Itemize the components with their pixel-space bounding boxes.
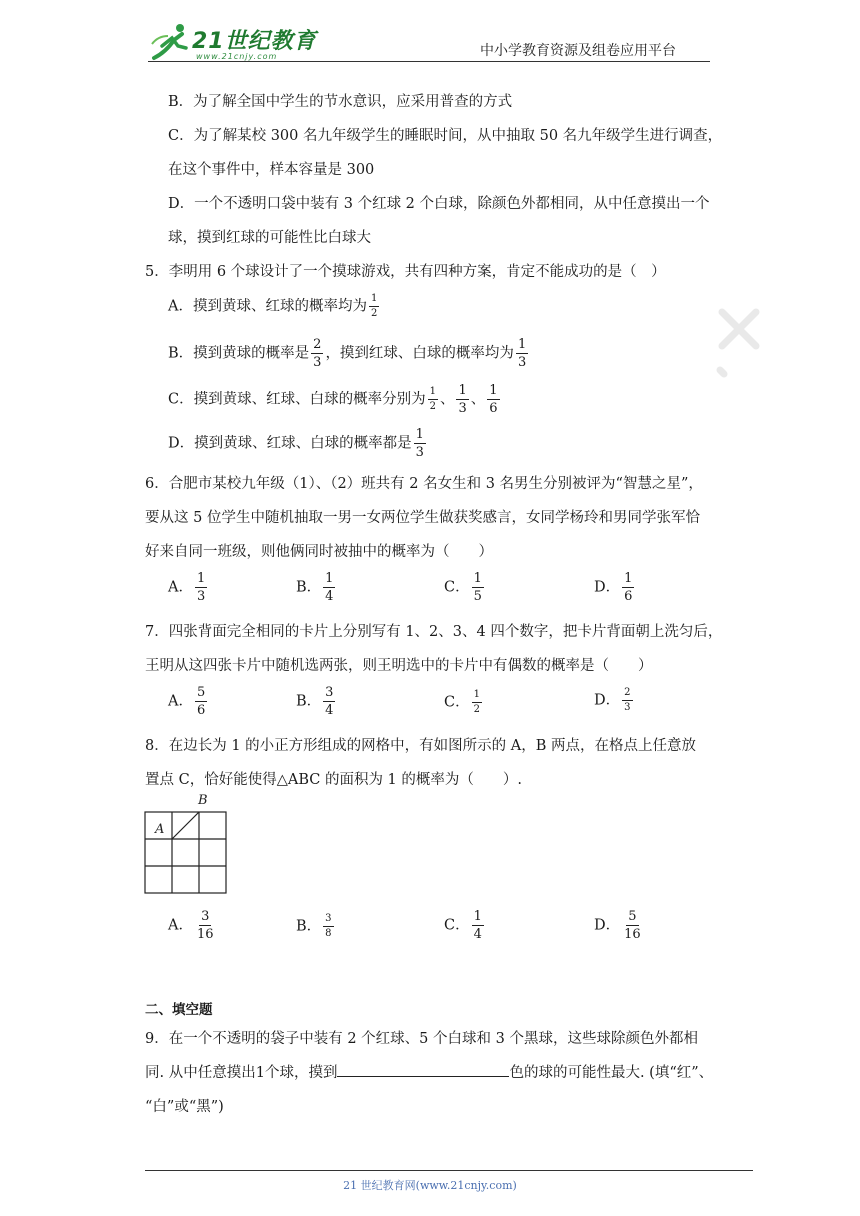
- q4-option-c-line2: 在这个事件中，样本容量是 300: [168, 162, 375, 178]
- q5-stem: 5．李明用 6 个球设计了一个摸球游戏，共有四种方案，肯定不能成功的是（ ）: [145, 264, 666, 280]
- q9-line1: 9．在一个不透明的袋子中装有 2 个红球、5 个白球和 3 个黑球，这些球除颜色外都相: [145, 1031, 698, 1047]
- fraction: $\frac{2}{3}$: [313, 337, 322, 370]
- q5-option-b: B．摸到黄球的概率是 $\frac{2}{3}$ ，摸到红球、白球的概率均为 $\frac{1}{3}$: [168, 337, 527, 370]
- section-heading: 二、填空题: [145, 1002, 213, 1018]
- q6-option-a: A． $\frac{1}{3}$: [168, 571, 206, 604]
- point-a-label: A: [155, 822, 165, 837]
- q7-line2: 王明从这四张卡片中随机选两张，则王明选中的卡片中有偶数的概率是（ ）: [145, 658, 653, 674]
- footer-text: 21 世纪教育网(www.21cnjy.com): [343, 1179, 517, 1192]
- q4-option-d-line1: D．一个不透明口袋中装有 3 个红球 2 个白球，除颜色外都相同，从中任意摸出一个: [168, 196, 710, 212]
- header-divider: [148, 61, 710, 62]
- q8-option-a: A． $\frac{3}{16}$: [168, 909, 214, 942]
- q6-line3: 好来自同一班级，则他俩同时被抽中的概率为（ ）: [145, 544, 493, 560]
- answer-blank: [337, 1062, 509, 1077]
- q9-line2: 同. 从中任意摸出1个球，摸到 色的球的可能性最大. (填“红”、: [145, 1061, 713, 1082]
- fraction: $\frac{1}{3}$: [415, 427, 424, 460]
- q6-option-c: C． $\frac{1}{5}$: [444, 571, 482, 604]
- q7-option-d: D． $\frac{2}{3}$: [594, 687, 631, 713]
- fraction: $\frac{1}{2}$: [429, 386, 436, 412]
- grid-figure: [140, 790, 240, 902]
- q7-option-a: A． $\frac{5}{6}$: [168, 685, 206, 718]
- fraction: $\frac{1}{2}$: [370, 293, 378, 319]
- q8-option-b: B． $\frac{3}{8}$: [296, 913, 332, 939]
- q8-option-c: C． $\frac{1}{4}$: [444, 909, 482, 942]
- q7-line1: 7．四张背面完全相同的卡片上分别写有 1、2、3、4 四个数字，把卡片背面朝上洗匀后，: [145, 624, 723, 640]
- q8-line1: 8．在边长为 1 的小正方形组成的网格中，有如图所示的 A，B 两点，在格点上任意放: [145, 738, 697, 754]
- q6-option-b: B． $\frac{1}{4}$: [296, 571, 334, 604]
- q4-option-d-line2: 球，摸到红球的可能性比白球大: [168, 230, 371, 246]
- segment-ab: [172, 812, 199, 839]
- q4-option-c-line1: C．为了解某校 300 名九年级学生的睡眠时间，从中抽取 50 名九年级学生进行调查，: [168, 128, 723, 144]
- platform-title: 中小学教育资源及组卷应用平台: [480, 43, 676, 59]
- q5-option-d: D．摸到黄球、红球、白球的概率都是 $\frac{1}{3}$: [168, 427, 424, 460]
- q7-option-c: C． $\frac{1}{2}$: [444, 689, 480, 715]
- q6-line1: 6．合肥市某校九年级（1）、（2）班共有 2 名女生和 3 名男生分别被评为“智慧之星”，: [145, 476, 703, 492]
- site-logo: [148, 22, 318, 64]
- q7-option-b: B． $\frac{3}{4}$: [296, 685, 334, 718]
- logo-url: www.21cnjy.com: [196, 52, 278, 61]
- q6-line2: 要从这 5 位学生中随机抽取一男一女两位学生做获奖感言，女同学杨玲和男同学张军恰: [145, 510, 700, 526]
- fraction: $\frac{1}{3}$: [517, 337, 527, 370]
- fraction: $\frac{1}{6}$: [489, 383, 498, 416]
- footer-divider: [145, 1170, 753, 1171]
- q8-line2: 置点 C，恰好能使得△ABC 的面积为 1 的概率为（ ）.: [145, 772, 523, 788]
- point-b-label: B: [198, 793, 208, 808]
- q8-option-d: D． $\frac{5}{16}$: [594, 909, 641, 942]
- q4-option-b: B．为了解全国中学生的节水意识，应采用普查的方式: [168, 94, 513, 110]
- watermark-icon: [712, 300, 772, 380]
- q5-option-c: C．摸到黄球、红球、白球的概率分别为 $\frac{1}{2}$ 、 $\frac{1}{3}$ 、 $\frac{1}{6}$: [168, 383, 498, 416]
- logo-text: 21世纪教育: [192, 29, 317, 54]
- q9-line3: “白”或“黑”): [145, 1099, 224, 1115]
- runner-logo-icon: [148, 22, 192, 62]
- q6-option-d: D． $\frac{1}{6}$: [594, 571, 633, 604]
- fraction: $\frac{1}{3}$: [458, 383, 467, 416]
- q5-option-a: A．摸到黄球、红球的概率均为 $\frac{1}{2}$: [168, 293, 378, 319]
